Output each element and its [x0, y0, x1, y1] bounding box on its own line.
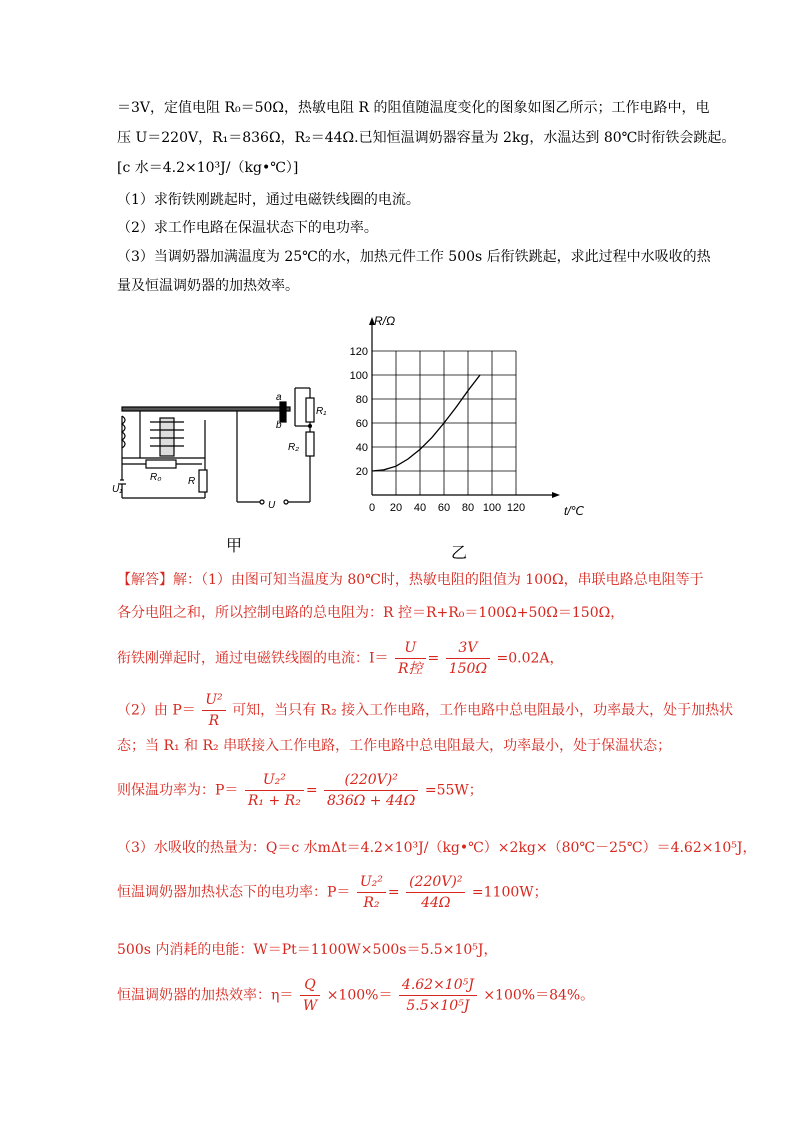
label-a: a — [276, 392, 282, 403]
solution-3b: 恒温调奶器加热状态下的电功率：P＝ $\frac{\text{U₂²}}{\text{R₂}}$ = $\frac{\text{(220V)²}}{44\Omega}$ =1100W； — [117, 874, 548, 911]
problem-line-2: 压 U＝220V，R₁＝836Ω，R₂＝44Ω.已知恒温调奶器容量为 2kg，水温达到 80℃时衔铁会跳起。 — [117, 130, 736, 146]
question-3a: （3）当调奶器加满温度为 25℃的水，加热元件工作 500s 后衔铁跳起，求此过程中水吸收的热 — [117, 249, 711, 265]
label-u1: U₁ — [112, 484, 123, 495]
y-tick-label: 80 — [355, 394, 368, 406]
x-tick-label: 100 — [482, 502, 502, 514]
y-axis-label: R/Ω — [374, 314, 396, 328]
y-tick-label: 60 — [355, 418, 368, 430]
solution-2c: 则保温功率为：P＝ $\frac{\text{U₂²}}{\text{R₁ + R₂}}$ = $\frac{\text{(220V)²}}{836\Omega + 44\Omega}$ =55W； — [117, 772, 483, 809]
x-tick-label: 120 — [506, 502, 526, 514]
solution-3a: （3）水吸收的热量为：Q＝c 水mΔt＝4.2×10³J/（kg•℃）×2kg×（80℃－25℃）＝4.62×10⁵J， — [117, 840, 757, 856]
solution-3d: 恒温调奶器的加热效率：η＝ $\frac{Q}{W}$ ×100%＝ $\frac{\text{4.62×10⁵J}}{\text{5.5×10⁵J}}$ ×100%＝84%。 — [117, 977, 595, 1014]
x-tick-label: 20 — [389, 502, 403, 514]
label-r: R — [188, 476, 196, 487]
solution-2b: 态；当 R₁ 和 R₂ 串联接入工作电路，工作电路中总电阻最大，功率最小，处于保温状态； — [117, 738, 672, 754]
solution-3c: 500s 内消耗的电能：W＝Pt＝1100W×500s＝5.5×10⁵J， — [117, 942, 498, 958]
y-tick-label: 40 — [355, 442, 368, 454]
chart-caption: 乙 — [451, 543, 468, 562]
label-b: b — [276, 420, 282, 431]
circuit-caption: 甲 — [226, 536, 243, 555]
label-r2: R₂ — [288, 442, 300, 453]
y-tick-label: 120 — [349, 346, 368, 358]
question-1: （1）求衔铁刚跳起时，通过电磁铁线圈的电流。 — [117, 192, 420, 208]
label-r1: R₁ — [316, 406, 327, 417]
problem-line-1: ＝3V，定值电阻 R₀＝50Ω，热敏电阻 R 的阻值随温度变化的图象如图乙所示；工作电路中，电 — [117, 100, 710, 116]
x-axis-arrow — [552, 492, 560, 498]
chart — [340, 305, 585, 530]
label-u: U — [268, 500, 276, 511]
solution-1a: 【解答】解：（1）由图可知当温度为 80℃时，热敏电阻的阻值为 100Ω，串联电路总电阻等于 — [117, 572, 704, 588]
question-2: （2）求工作电路在保温状态下的电功率。 — [117, 220, 378, 236]
y-tick-label: 100 — [349, 370, 368, 382]
solution-2a: （2）由 P＝ $\frac{\text{U²}}{R}$ 可知，当只有 R₂ 接入工作电路，工作电路中总电阻最小，功率最大，处于加热状 — [117, 692, 734, 729]
solution-1c: 衔铁刚弹起时，通过电磁铁线圈的电流：I＝ $\frac{U}{\text{R控}}$ = $\frac{3V}{150\Omega}$ =0.02A， — [117, 640, 564, 677]
solution-1b: 各分电阻之和，所以控制电路的总电阻为：R 控＝R+R₀＝100Ω+50Ω＝150Ω， — [117, 605, 625, 621]
label-r0: R₀ — [150, 472, 162, 483]
x-tick-label: 40 — [413, 502, 427, 514]
circuit-diagram — [110, 380, 330, 520]
x-tick-label: 60 — [437, 502, 451, 514]
y-tick-label: 20 — [355, 466, 368, 478]
x-tick-label: 0 — [368, 502, 376, 514]
question-3b: 量及恒温调奶器的加热效率。 — [117, 278, 299, 294]
x-tick-label: 80 — [461, 502, 475, 514]
x-axis-label: t/℃ — [564, 504, 585, 518]
problem-line-3: [c 水＝4.2×10³J/（kg•℃）] — [117, 160, 299, 176]
